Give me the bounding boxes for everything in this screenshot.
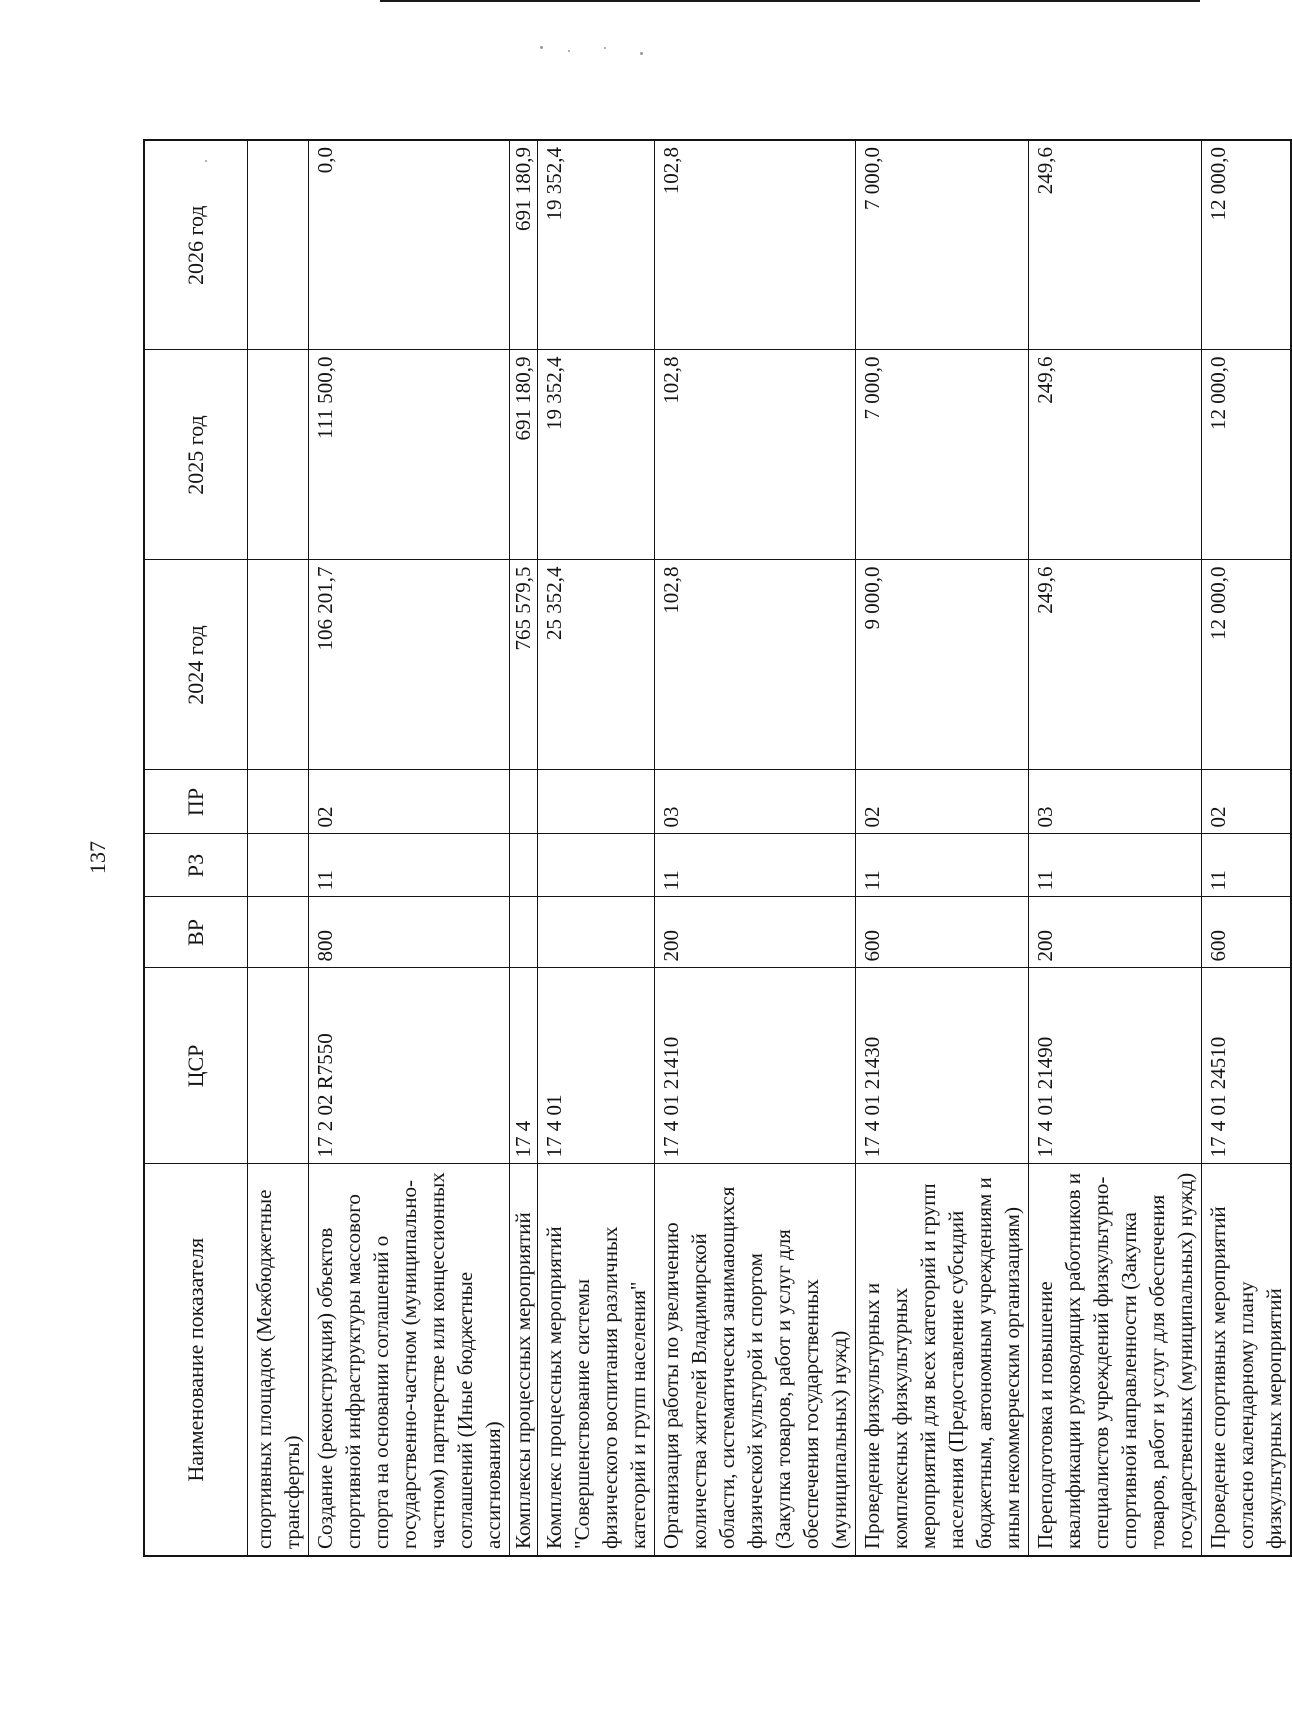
row-name: Комплексы процессных мероприятий <box>510 1164 538 1556</box>
table-row <box>1202 140 1292 1556</box>
row-2026: 691 180,9 <box>510 140 538 350</box>
row-rz: 11 <box>309 834 510 897</box>
row-2025: 12 000,0 <box>1202 350 1292 560</box>
row-2026: 249,6 <box>1029 140 1202 350</box>
header-csr: ЦСР <box>144 968 248 1164</box>
row-csr: 17 4 01 21410 <box>655 968 856 1164</box>
row-rz <box>538 834 655 897</box>
row-rz: 11 <box>655 834 856 897</box>
row-2026: 19 352,4 <box>538 140 655 350</box>
row-csr: 17 4 01 21490 <box>1029 968 1202 1164</box>
header-pr: ПР <box>144 770 248 834</box>
row-csr: 17 4 01 21430 <box>856 968 1029 1164</box>
row-name: спортивных площадок (Межбюджетные трансферты) <box>248 1164 309 1556</box>
row-name: Комплекс процессных мероприятий "Совершенствование системы физического воспитания различных категорий и групп населения" <box>538 1164 655 1556</box>
header-2024: 2024 год <box>144 560 248 770</box>
row-rz: 11 <box>1202 834 1292 897</box>
row-pr: 02 <box>1202 770 1292 834</box>
row-2024: 9 000,0 <box>856 560 1029 770</box>
table-row <box>510 140 538 1556</box>
row-2025: 102,8 <box>655 350 856 560</box>
row-pr <box>510 770 538 834</box>
row-2024: 249,6 <box>1029 560 1202 770</box>
table-row <box>655 140 856 1556</box>
row-2025 <box>248 350 309 560</box>
row-vr <box>510 897 538 968</box>
table-row <box>248 140 309 1556</box>
table-header-row <box>144 140 248 1556</box>
row-pr: 02 <box>856 770 1029 834</box>
row-rz: 11 <box>856 834 1029 897</box>
row-name: Проведение спортивных мероприятий согласно календарному плану физкультурных мероприятий <box>1202 1164 1292 1556</box>
header-rz: РЗ <box>144 834 248 897</box>
row-2024: 106 201,7 <box>309 560 510 770</box>
row-rz: 11 <box>1029 834 1202 897</box>
row-2025: 7 000,0 <box>856 350 1029 560</box>
row-pr: 02 <box>309 770 510 834</box>
row-2026 <box>248 140 309 350</box>
row-2026: 7 000,0 <box>856 140 1029 350</box>
row-2024 <box>248 560 309 770</box>
row-rz <box>510 834 538 897</box>
table-row <box>856 140 1029 1556</box>
header-vr: ВР <box>144 897 248 968</box>
row-vr: 200 <box>1029 897 1202 968</box>
header-name: Наименование показателя <box>144 1164 248 1556</box>
row-name: Переподготовка и повышение квалификации руководящих работников и специалистов учреждений физкультурно-спортивной направленности (Закупка товаров, работ и услуг для обеспечения государственных (муниципальных) нужд) <box>1029 1164 1202 1556</box>
row-2026: 12 000,0 <box>1202 140 1292 350</box>
row-vr: 800 <box>309 897 510 968</box>
row-pr: 03 <box>655 770 856 834</box>
table-row <box>1029 140 1202 1556</box>
row-name: Проведение физкультурных и комплексных физкультурных мероприятий для всех категорий и групп населения (Предоставление субсидий бюджетным, автономным учреждениям и иным некоммерческим организациям) <box>856 1164 1029 1556</box>
row-vr <box>538 897 655 968</box>
row-pr <box>248 770 309 834</box>
row-vr: 600 <box>856 897 1029 968</box>
row-2024: 12 000,0 <box>1202 560 1292 770</box>
row-2026: 102,8 <box>655 140 856 350</box>
row-2025: 249,6 <box>1029 350 1202 560</box>
row-rz <box>248 834 309 897</box>
row-pr <box>538 770 655 834</box>
row-csr: 17 4 01 24510 <box>1202 968 1292 1164</box>
row-2024: 25 352,4 <box>538 560 655 770</box>
row-pr: 03 <box>1029 770 1202 834</box>
row-csr <box>248 968 309 1164</box>
row-vr: 200 <box>655 897 856 968</box>
row-csr: 17 4 <box>510 968 538 1164</box>
row-2025: 111 500,0 <box>309 350 510 560</box>
header-2026: 2026 год <box>144 140 248 350</box>
page-number: 137 <box>85 841 110 874</box>
row-vr <box>248 897 309 968</box>
row-vr: 600 <box>1202 897 1292 968</box>
row-csr: 17 4 01 <box>538 968 655 1164</box>
table-row <box>538 140 655 1556</box>
row-2026: 0,0 <box>309 140 510 350</box>
row-2024: 765 579,5 <box>510 560 538 770</box>
row-csr: 17 2 02 R7550 <box>309 968 510 1164</box>
row-name: Создание (реконструкция) объектов спортивной инфраструктуры массового спорта на основании соглашений о государственно-частном (муниципально-частном) партнерстве или концессионных соглашений (Иные бюджетные ассигнования) <box>309 1164 510 1556</box>
row-name: Организация работы по увеличению количества жителей Владимирской области, систематически занимающихся физической культурой и спортом (Закупка товаров, работ и услуг для обеспечения государственных (муниципальных) нужд) <box>655 1164 856 1556</box>
row-2025: 691 180,9 <box>510 350 538 560</box>
row-2025: 19 352,4 <box>538 350 655 560</box>
header-2025: 2025 год <box>144 350 248 560</box>
row-2024: 102,8 <box>655 560 856 770</box>
budget-table <box>143 139 1292 1557</box>
table-row <box>309 140 510 1556</box>
